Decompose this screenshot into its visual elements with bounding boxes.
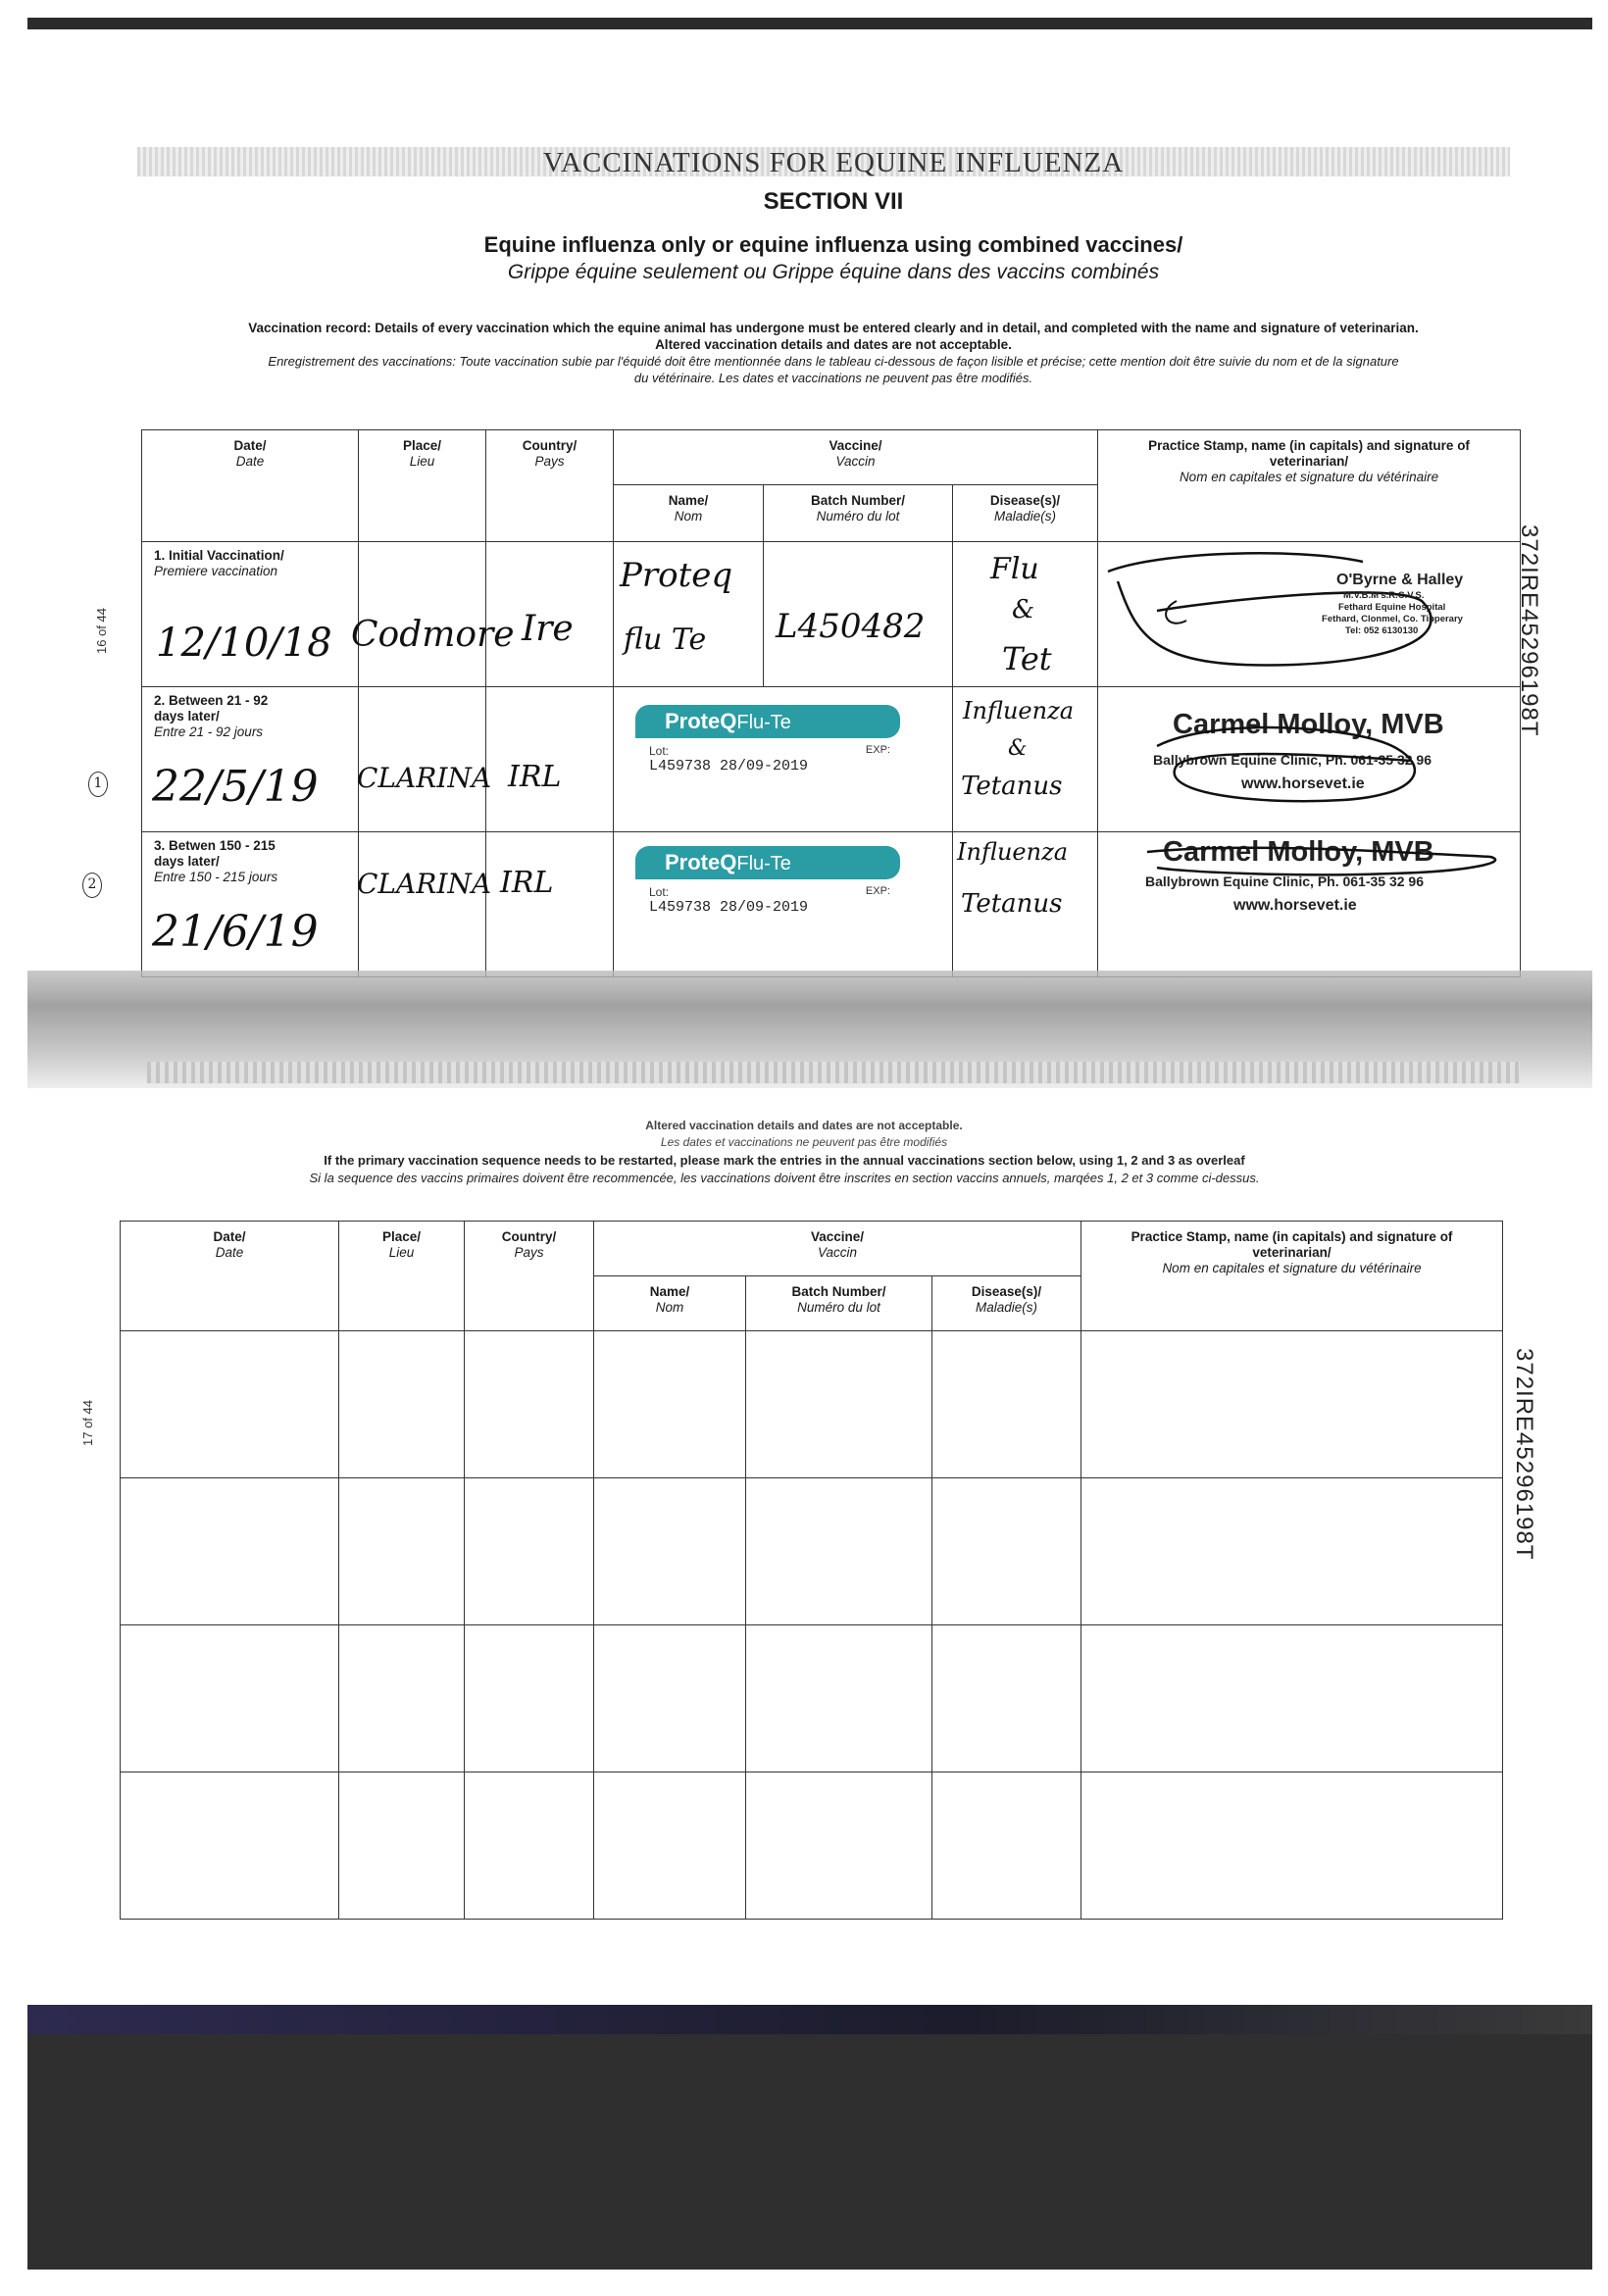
row3-country: IRL <box>500 866 554 900</box>
record-fr-line-2: du vétérinaire. Les dates et vaccinations ne peuvent pas être modifiés. <box>633 371 1033 385</box>
lower-header-country: Country/ Pays <box>465 1222 594 1331</box>
header-vaccine: Vaccine/ Vaccin <box>614 430 1098 485</box>
row2-vaccine-cell <box>614 687 953 832</box>
empty-cell[interactable] <box>121 1625 339 1772</box>
table-row <box>142 832 1521 977</box>
row2-sticker-brand: ProteQFlu-Te <box>635 705 900 738</box>
row3-signature <box>1098 832 1510 970</box>
row3-country-cell <box>486 832 614 977</box>
row-marker-1: 1 <box>88 772 108 797</box>
page-number-upper: 16 of 44 <box>94 608 109 654</box>
header-name: Name/ Nom <box>614 485 764 542</box>
passport-id-lower: 372IRE45296198T <box>1511 1348 1537 1561</box>
empty-cell[interactable] <box>594 1625 746 1772</box>
row2-sticker-lot: L459738 28/09-2019 <box>649 758 809 774</box>
row1-name-line-2: flu Te <box>624 623 707 657</box>
scan-top-edge <box>27 18 1592 29</box>
header-batch: Batch Number/ Numéro du lot <box>764 485 953 542</box>
passport-id-upper: 372IRE45296198T <box>1516 524 1542 737</box>
row1-place: Codmore <box>351 615 515 655</box>
row1-stamp-name: O'Byrne & Halley <box>1336 572 1464 588</box>
row1-disease-line-1: Flu <box>990 552 1039 586</box>
row3-date: 21/6/19 <box>152 907 319 957</box>
row2-date-cell: 2. Between 21 - 92 days later/ Entre 21 - 92 jours 22/5/19 <box>142 687 359 832</box>
table-row <box>142 542 1521 687</box>
row2-country-cell <box>486 687 614 832</box>
empty-cell[interactable] <box>339 1625 465 1772</box>
row1-batch-cell <box>764 542 953 687</box>
empty-cell[interactable] <box>339 1478 465 1625</box>
empty-cell[interactable] <box>1081 1625 1503 1772</box>
lower-note-1: Altered vaccination details and dates are not acceptable. <box>645 1119 963 1132</box>
scan-bottom-band <box>27 2005 1592 2034</box>
row1-stamp-line-5: Tel: 052 6130130 <box>1345 625 1419 636</box>
restart-note-en: If the primary vaccination sequence needs to be restarted, please mark the entries in the annual vaccinations section below, using 1, 2 and 3 as overleaf <box>324 1153 1245 1168</box>
empty-cell[interactable] <box>121 1331 339 1478</box>
row2-stamp-cell <box>1098 687 1521 832</box>
lower-header-place: Place/ Lieu <box>339 1222 465 1331</box>
scan-bottom-shadow <box>27 2034 1592 2270</box>
empty-cell[interactable] <box>594 1331 746 1478</box>
row3-stamp-clinic: Ballybrown Equine Clinic, Ph. 061-35 32 96 <box>1145 873 1425 889</box>
row2-disease-line-3: Tetanus <box>961 772 1063 801</box>
empty-cell[interactable] <box>746 1331 932 1478</box>
page-number-lower: 17 of 44 <box>80 1400 95 1446</box>
row2-stamp-clinic: Ballybrown Equine Clinic, Ph. 061-35 32 96 <box>1153 752 1432 768</box>
row1-country-cell <box>486 542 614 687</box>
row1-name-line-1: Proteq <box>620 556 733 595</box>
row2-place-cell <box>357 687 492 832</box>
row1-batch: L450482 <box>776 607 926 646</box>
empty-cell[interactable] <box>121 1478 339 1625</box>
vaccination-table <box>141 429 1521 977</box>
row1-stamp-line-2: M.V.B.M's.R.C.V.S. <box>1343 590 1425 601</box>
lower-header-name: Name/ Nom <box>594 1276 746 1331</box>
row3-place: CLARINA <box>357 868 492 900</box>
table-row <box>121 1478 1503 1625</box>
section-heading: SECTION VII <box>763 188 904 215</box>
header-place: Place/ Lieu <box>359 430 486 542</box>
annual-vaccination-table <box>120 1221 1503 1920</box>
empty-cell[interactable] <box>594 1478 746 1625</box>
lower-header-practice-stamp: Practice Stamp, name (in capitals) and signature of veterinarian/ Nom en capitales et signature du vétérinaire <box>1081 1222 1503 1331</box>
lower-header-vaccine: Vaccine/ Vaccin <box>594 1222 1081 1276</box>
row3-disease-cell <box>953 832 1098 977</box>
empty-cell[interactable] <box>465 1772 594 1920</box>
empty-cell[interactable] <box>932 1625 1081 1772</box>
page-title: VACCINATIONS FOR EQUINE INFLUENZA <box>542 147 1125 178</box>
lower-header-date: Date/ Date <box>121 1222 339 1331</box>
table-row <box>121 1625 1503 1772</box>
empty-cell[interactable] <box>932 1331 1081 1478</box>
row2-disease-line-2: & <box>1008 736 1028 761</box>
row1-stamp-cell <box>1098 542 1521 687</box>
restart-note-fr: Si la sequence des vaccins primaires doivent être recommencée, les vaccinations doivent être inscrites en section vaccins annuels, marqées 1, 2 et 3 comme ci-dessus. <box>309 1171 1260 1185</box>
record-instructions-en <box>137 320 1530 353</box>
row1-stamp-line-4: Fethard, Clonmel, Co. Tipperary <box>1322 614 1463 624</box>
row1-stamp-line-3: Fethard Equine Hospital <box>1338 602 1446 613</box>
table-row <box>121 1772 1503 1920</box>
row-marker-2: 2 <box>82 873 102 898</box>
row2-date: 22/5/19 <box>152 762 319 812</box>
row3-sticker-brand: ProteQFlu-Te <box>635 846 900 879</box>
row3-stamp-name: Carmel Molloy, MVB <box>1163 836 1434 868</box>
row2-stamp-name: Carmel Molloy, MVB <box>1173 709 1444 740</box>
row3-vaccine-sticker: ProteQFlu-Te Lot: EXP: L459738 28/09-2019 <box>635 846 900 924</box>
header-disease: Disease(s)/ Maladie(s) <box>953 485 1098 542</box>
row2-vaccine-sticker: ProteQFlu-Te Lot: EXP: L459738 28/09-2019 <box>635 705 900 783</box>
row1-disease-line-2: & <box>1012 595 1035 624</box>
row3-stamp-cell <box>1098 832 1521 977</box>
empty-cell[interactable] <box>746 1625 932 1772</box>
row1-disease-cell <box>953 542 1098 687</box>
empty-cell[interactable] <box>1081 1331 1503 1478</box>
empty-cell[interactable] <box>121 1772 339 1920</box>
row3-stamp-web: www.horsevet.ie <box>1233 897 1357 914</box>
empty-cell[interactable] <box>594 1772 746 1920</box>
empty-cell[interactable] <box>465 1478 594 1625</box>
row2-country: IRL <box>508 760 562 794</box>
empty-cell[interactable] <box>746 1772 932 1920</box>
blurred-title <box>147 1062 1520 1083</box>
empty-cell[interactable] <box>1081 1478 1503 1625</box>
record-fr-line-1: Enregistrement des vaccinations: Toute vaccination subie par l'équidé doit être mentionnée dans le tableau ci-dessous de façon lisible et précise; cette mention doit être suivie du nom et de la signature <box>268 354 1399 369</box>
row1-date-cell: 1. Initial Vaccination/ Premiere vaccination 12/10/18 <box>142 542 359 687</box>
row2-disease-cell <box>953 687 1098 832</box>
empty-cell[interactable] <box>746 1478 932 1625</box>
empty-cell[interactable] <box>339 1772 465 1920</box>
row2-disease-line-1: Influenza <box>963 697 1075 724</box>
empty-cell[interactable] <box>932 1772 1081 1920</box>
subtitle-fr: Grippe équine seulement ou Grippe équine dans des vaccins combinés <box>507 261 1160 283</box>
empty-cell[interactable] <box>465 1625 594 1772</box>
row1-country: Ire <box>522 609 574 649</box>
record-en-line-2: Altered vaccination details and dates are not acceptable. <box>655 337 1012 352</box>
row3-vaccine-cell <box>614 832 953 977</box>
empty-cell[interactable] <box>1081 1772 1503 1920</box>
record-instructions-fr <box>137 353 1530 386</box>
lower-header-disease: Disease(s)/ Maladie(s) <box>932 1276 1081 1331</box>
row3-disease-line-1: Influenza <box>957 838 1069 866</box>
empty-cell[interactable] <box>339 1331 465 1478</box>
row1-date: 12/10/18 <box>156 621 332 666</box>
row3-date-cell: 3. Betwen 150 - 215 days later/ Entre 150 - 215 jours 21/6/19 <box>142 832 359 977</box>
row3-place-cell <box>357 832 492 977</box>
row3-sticker-lot: L459738 28/09-2019 <box>649 899 809 916</box>
row2-stamp-web: www.horsevet.ie <box>1241 775 1365 792</box>
row2-place: CLARINA <box>357 762 492 794</box>
row1-name-cell <box>614 542 764 687</box>
row2-signature <box>1098 687 1510 824</box>
header-practice-stamp: Practice Stamp, name (in capitals) and signature of veterinarian/ Nom en capitales et signature du vétérinaire <box>1098 430 1521 542</box>
lower-note-2: Les dates et vaccinations ne peuvent pas être modifiés <box>660 1135 948 1149</box>
record-en-line-1: Vaccination record: Details of every vaccination which the equine animal has undergone must be entered clearly and in detail, and completed with the name and signature of veterinarian. <box>248 321 1419 335</box>
row1-disease-line-3: Tet <box>1002 640 1052 677</box>
subtitle-en: Equine influenza only or equine influenza using combined vaccines/ <box>483 232 1183 257</box>
header-country: Country/ Pays <box>486 430 614 542</box>
row1-place-cell <box>351 542 515 687</box>
empty-cell[interactable] <box>465 1331 594 1478</box>
row3-disease-line-2: Tetanus <box>961 889 1063 919</box>
lower-header-batch: Batch Number/ Numéro du lot <box>746 1276 932 1331</box>
empty-cell[interactable] <box>932 1478 1081 1625</box>
table-row <box>121 1331 1503 1478</box>
header-date: Date/ Date <box>142 430 359 542</box>
table-row <box>142 687 1521 832</box>
